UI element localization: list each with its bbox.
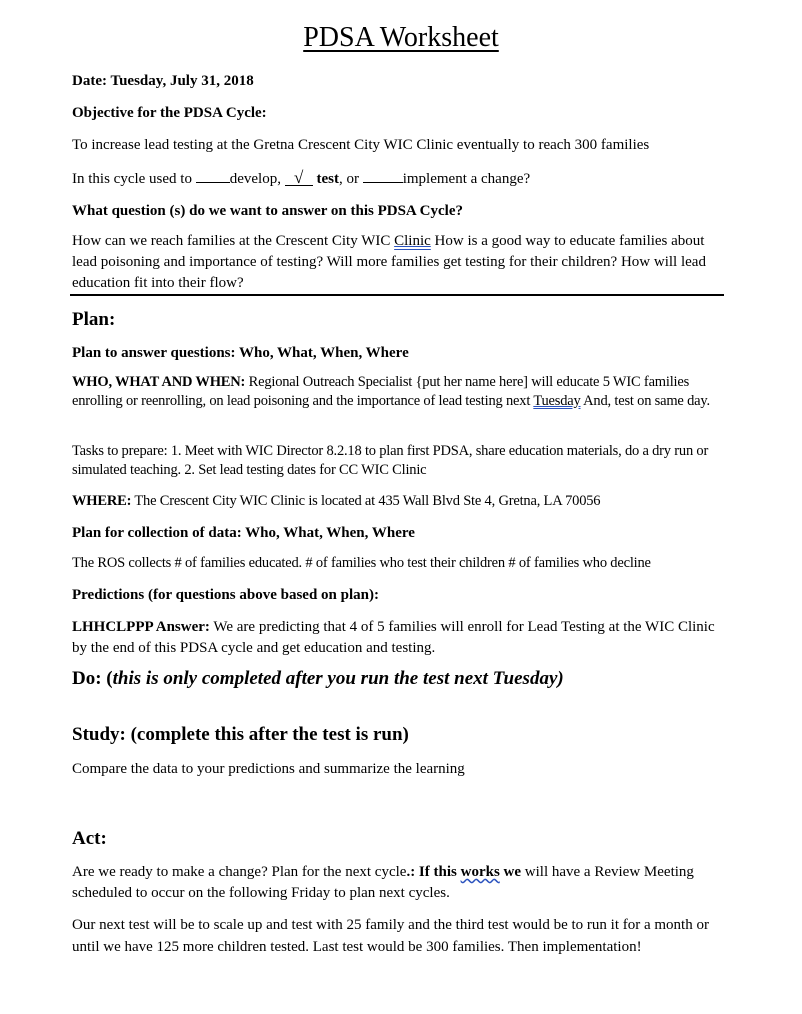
answer-text bbox=[72, 617, 732, 659]
question-clinic: Clinic bbox=[394, 233, 431, 249]
cycle-or: , or bbox=[338, 171, 363, 187]
cycle-line bbox=[72, 169, 732, 190]
question-text bbox=[72, 231, 732, 294]
where-label: WHERE: bbox=[72, 493, 132, 509]
implement-blank bbox=[363, 169, 403, 183]
page-title: PDSA Worksheet bbox=[303, 22, 499, 53]
act-works: works bbox=[460, 864, 500, 880]
who-text-a: Regional Outreach Specialist {put her name here] will educate 5 WIC families enrolling or reenrolling, on lead poisoning and the importance of lead testing next bbox=[72, 374, 690, 409]
do-italic: this is only completed after you run the test next Tuesday) bbox=[112, 668, 564, 689]
objective-heading: Objective for the PDSA Cycle: bbox=[72, 105, 267, 121]
who-tuesday: Tuesday bbox=[533, 393, 581, 409]
check-mark-icon: √ bbox=[285, 171, 313, 186]
answer-label: LHHCLPPP Answer: bbox=[72, 619, 210, 635]
next-test-text: Our next test will be to scale up and test with 25 family and the third test would be to run it for a month or until we have 125 more children tested. Last test would be 300 families. Then implementation! bbox=[72, 917, 709, 955]
who-label: WHO, WHAT AND WHEN: bbox=[72, 374, 246, 390]
cycle-prefix: In this cycle used to bbox=[72, 171, 196, 187]
act-text-c: will have a Review Meeting scheduled to occur on the following Friday to plan next cycles. bbox=[72, 864, 694, 901]
act-text-b: .: If this bbox=[406, 864, 461, 880]
tasks-text: Tasks to prepare: 1. Meet with WIC Director 8.2.18 to plan first PDSA, share education materials, do a dry run or simulated teaching. 2. Set lead testing dates for CC WIC Clinic bbox=[72, 443, 709, 478]
data-heading: Plan for collection of data: Who, What, When, Where bbox=[72, 525, 415, 541]
predictions-heading: Predictions (for questions above based on plan): bbox=[72, 587, 379, 603]
cycle-develop: develop, bbox=[229, 171, 285, 187]
question-text-b: How is a good way to educate families about lead poisoning and importance of testing? Will more families get testing for their children? How will lead education fit into their flow? bbox=[72, 233, 706, 291]
answer-body: We are predicting that 4 of 5 families will enroll for Lead Testing at the WIC Clinic by the end of this PDSA cycle and get education and testing. bbox=[72, 619, 715, 656]
objective-text: To increase lead testing at the Gretna Crescent City WIC Clinic eventually to reach 300 families bbox=[72, 137, 650, 153]
question-heading: What question (s) do we want to answer on this PDSA Cycle? bbox=[72, 203, 463, 219]
question-text-a: How can we reach families at the Crescent City WIC bbox=[72, 233, 395, 249]
data-text: The ROS collects # of families educated. # of families who test their children # of families who decline bbox=[72, 555, 651, 571]
do-heading bbox=[72, 668, 732, 690]
act-we: we bbox=[499, 864, 522, 880]
where-text: The Crescent City WIC Clinic is located at 435 Wall Blvd Ste 4, Gretna, LA 70056 bbox=[131, 493, 601, 509]
act-text bbox=[72, 862, 732, 904]
do-label: Do: ( bbox=[72, 668, 113, 689]
date-line: Date: Tuesday, July 31, 2018 bbox=[72, 73, 254, 89]
act-heading: Act: bbox=[72, 828, 107, 849]
cycle-implement: implement a change? bbox=[402, 171, 531, 187]
plan-questions-heading: Plan to answer questions: Who, What, When, Where bbox=[72, 345, 409, 361]
study-text: Compare the data to your predictions and summarize the learning bbox=[72, 761, 465, 777]
where-line bbox=[72, 492, 732, 511]
act-text-a: Are we ready to make a change? Plan for the next cycle bbox=[72, 864, 407, 880]
who-text-b: And, test on same day. bbox=[580, 393, 710, 409]
study-heading: Study: (complete this after the test is run) bbox=[72, 724, 409, 745]
develop-blank bbox=[196, 169, 230, 183]
who-what-when bbox=[72, 373, 732, 411]
cycle-test: test bbox=[312, 171, 339, 187]
section-divider bbox=[70, 294, 724, 296]
plan-heading: Plan: bbox=[72, 309, 116, 330]
